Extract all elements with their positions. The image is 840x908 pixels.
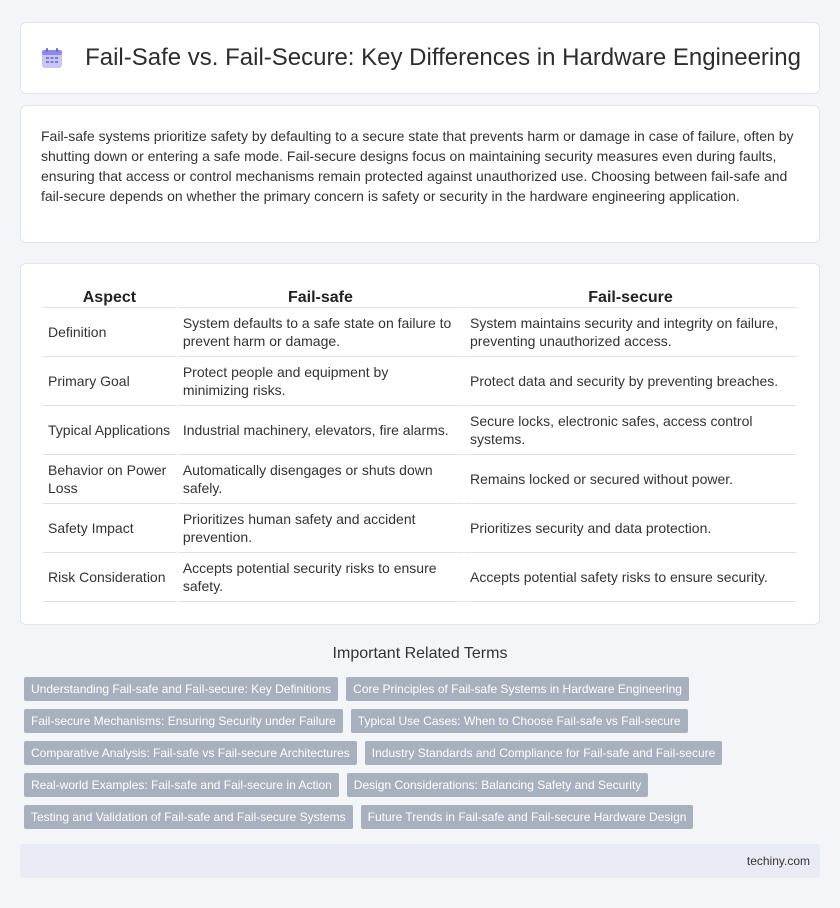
header-aspect: Aspect (43, 284, 176, 308)
fail-secure-cell: Secure locks, electronic safes, access control systems. (465, 406, 796, 455)
table-row (43, 455, 796, 504)
fail-secure-cell: System maintains security and integrity on failure, preventing unauthorized access. (465, 308, 796, 357)
related-tag[interactable]: Comparative Analysis: Fail-safe vs Fail-secure Architectures (24, 741, 357, 765)
related-tag[interactable]: Typical Use Cases: When to Choose Fail-safe vs Fail-secure (351, 709, 688, 733)
fail-secure-cell: Protect data and security by preventing breaches. (465, 357, 796, 406)
related-tag[interactable]: Testing and Validation of Fail-safe and Fail-secure Systems (24, 805, 353, 829)
table-row (43, 504, 796, 553)
table-row (43, 553, 796, 602)
related-tag[interactable]: Fail-secure Mechanisms: Ensuring Security under Failure (24, 709, 343, 733)
fail-safe-cell: Prioritizes human safety and accident prevention. (178, 504, 463, 553)
related-tag[interactable]: Core Principles of Fail-safe Systems in Hardware Engineering (346, 677, 689, 701)
page-title: Fail-Safe vs. Fail-Secure: Key Differences in Hardware Engineering (85, 44, 801, 71)
calendar-icon (39, 45, 65, 71)
table-row (43, 357, 796, 406)
fail-secure-cell: Accepts potential safety risks to ensure security. (465, 553, 796, 602)
aspect-cell: Behavior on Power Loss (43, 455, 176, 504)
fail-safe-cell: Industrial machinery, elevators, fire alarms. (178, 406, 463, 455)
related-tag[interactable]: Industry Standards and Compliance for Fail-safe and Fail-secure (365, 741, 723, 765)
fail-safe-cell: System defaults to a safe state on failure to prevent harm or damage. (178, 308, 463, 357)
related-tag[interactable]: Real-world Examples: Fail-safe and Fail-secure in Action (24, 773, 339, 797)
intro-card (20, 105, 820, 243)
header-fail-secure: Fail-secure (465, 284, 796, 308)
aspect-cell: Typical Applications (43, 406, 176, 455)
table-row (43, 308, 796, 357)
comparison-table (41, 284, 798, 602)
fail-secure-cell: Remains locked or secured without power. (465, 455, 796, 504)
footer-site[interactable]: techiny.com (746, 854, 810, 868)
aspect-cell: Safety Impact (43, 504, 176, 553)
fail-safe-cell: Accepts potential security risks to ensure safety. (178, 553, 463, 602)
page-header (20, 22, 820, 94)
fail-secure-cell: Prioritizes security and data protection. (465, 504, 796, 553)
related-tag[interactable]: Understanding Fail-safe and Fail-secure: Key Definitions (24, 677, 338, 701)
table-row (43, 406, 796, 455)
related-tags (24, 677, 824, 837)
related-terms-section (0, 645, 840, 663)
related-tag[interactable]: Design Considerations: Balancing Safety and Security (347, 773, 649, 797)
aspect-cell: Risk Consideration (43, 553, 176, 602)
header-fail-safe: Fail-safe (178, 284, 463, 308)
aspect-cell: Primary Goal (43, 357, 176, 406)
related-terms-title: Important Related Terms (332, 645, 508, 662)
related-tag[interactable]: Future Trends in Fail-safe and Fail-secure Hardware Design (361, 805, 694, 829)
intro-text: Fail-safe systems prioritize safety by defaulting to a secure state that prevents harm or damage in case of failure, often by shutting down or entering a safe mode. Fail-secure designs focus on maintaining security measures even during faults, ensuring that access or control mechanisms remain protected against unauthorized use. Choosing between fail-safe and fail-secure depends on whether the primary concern is safety or security in the hardware engineering application. (41, 128, 794, 204)
footer (20, 844, 820, 878)
fail-safe-cell: Automatically disengages or shuts down safely. (178, 455, 463, 504)
table-header-row (43, 284, 796, 308)
fail-safe-cell: Protect people and equipment by minimizing risks. (178, 357, 463, 406)
comparison-card (20, 263, 820, 625)
aspect-cell: Definition (43, 308, 176, 357)
